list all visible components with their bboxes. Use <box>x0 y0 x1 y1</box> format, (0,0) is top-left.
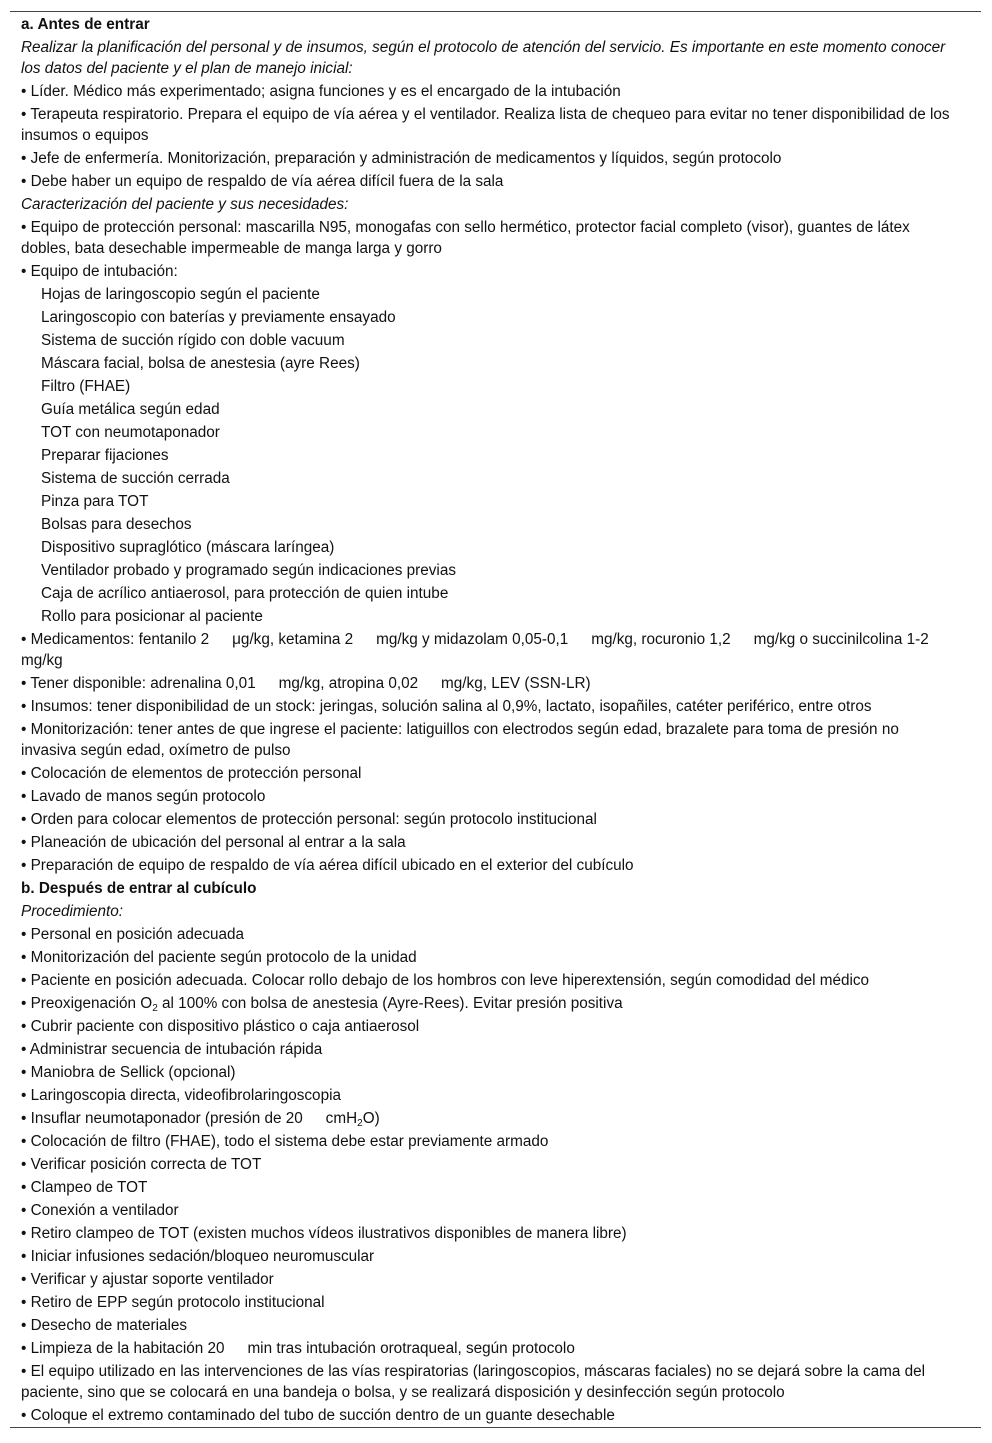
sub-list-item: Bolsas para desechos <box>41 516 192 533</box>
sub-list-item: TOT con neumotaponador <box>41 424 220 441</box>
list-item: • Conexión a ventilador <box>21 1202 179 1219</box>
cuff-text-a: • Insuflar neumotaponador (presión de 20 cmH <box>21 1110 358 1127</box>
characterization-label: Caracterización del paciente y sus necesidades: <box>21 196 349 213</box>
sub-list-item: Ventilador probado y programado según indicaciones previas <box>41 562 456 579</box>
list-item: • Iniciar infusiones sedación/bloqueo neuromuscular <box>21 1248 375 1265</box>
list-item: • Administrar secuencia de intubación rápida <box>21 1041 323 1058</box>
list-item: • Planeación de ubicación del personal al entrar a la sala <box>21 834 406 851</box>
cuff-subscript: 2 <box>357 1118 363 1129</box>
list-item: • Terapeuta respiratorio. Prepara el equipo de vía aérea y el ventilador. Realiza lista de chequeo para evitar no tener disponibilidad de los insumos o equipos <box>21 106 950 144</box>
list-item: • Lavado de manos según protocolo <box>21 788 266 805</box>
sub-list-item: Filtro (FHAE) <box>41 378 131 395</box>
list-item-preoxygenation <box>10 992 981 1015</box>
preox-text-b: al 100% con bolsa de anestesia (Ayre-Rees). Evitar presión positiva <box>157 995 623 1012</box>
list-item: • Retiro de EPP según protocolo institucional <box>21 1294 325 1311</box>
section-a-heading: a. Antes de entrar <box>21 16 150 33</box>
list-item: • Verificar posición correcta de TOT <box>21 1156 262 1173</box>
list-item: • Personal en posición adecuada <box>21 926 245 943</box>
list-item: • Colocación de filtro (FHAE), todo el sistema debe estar previamente armado <box>21 1133 549 1150</box>
preox-subscript: 2 <box>152 1003 158 1014</box>
list-item: • Coloque el extremo contaminado del tubo de succión dentro de un guante desechable <box>21 1407 615 1424</box>
list-item: • Monitorización: tener antes de que ingrese el paciente: latiguillos con electrodos según edad, brazalete para toma de presión no invasiva según edad, oxímetro de pulso <box>21 721 899 759</box>
list-item: • El equipo utilizado en las intervenciones de las vías respiratorias (laringoscopios, máscaras faciales) no se dejará sobre la cama del paciente, sino que se colocará en una bandeja o bolsa, y se realizará disposición y desinfección según protocolo <box>21 1363 926 1401</box>
list-item: • Preparación de equipo de respaldo de vía aérea difícil ubicado en el exterior del cubículo <box>21 857 634 874</box>
list-item: • Líder. Médico más experimentado; asigna funciones y es el encargado de la intubación <box>21 83 621 100</box>
sub-list-item: Sistema de succión rígido con doble vacuum <box>41 332 345 349</box>
list-item: • Equipo de protección personal: mascarilla N95, monogafas con sello hermético, protector facial completo (visor), guantes de látex dobles, bata desechable impermeable de manga larga y gorro <box>21 219 910 257</box>
sub-list-item: Hojas de laringoscopio según el paciente <box>41 286 320 303</box>
list-item: • Clampeo de TOT <box>21 1179 148 1196</box>
list-item: • Cubrir paciente con dispositivo plástico o caja antiaerosol <box>21 1018 420 1035</box>
list-item: • Colocación de elementos de protección personal <box>21 765 362 782</box>
sub-list-item: Guía metálica según edad <box>41 401 220 418</box>
preox-text-a: • Preoxigenación O <box>21 995 153 1012</box>
sub-list-item: Laringoscopio con baterías y previamente ensayado <box>41 309 396 326</box>
list-item: • Jefe de enfermería. Monitorización, preparación y administración de medicamentos y líquidos, según protocolo <box>21 150 782 167</box>
list-item: • Limpieza de la habitación 20 min tras intubación orotraqueal, según protocolo <box>21 1340 575 1357</box>
section-a-intro: Realizar la planificación del personal y de insumos, según el protocolo de atención del servicio. Es importante en este momento conocer los datos del paciente y el plan de manejo inicial: <box>21 39 946 77</box>
list-item: • Monitorización del paciente según protocolo de la unidad <box>21 949 417 966</box>
sub-list-item: Rollo para posicionar al paciente <box>41 608 263 625</box>
list-item: • Equipo de intubación: <box>21 263 178 280</box>
list-item: • Orden para colocar elementos de protección personal: según protocolo institucional <box>21 811 597 828</box>
list-item: • Retiro clampeo de TOT (existen muchos vídeos ilustrativos disponibles de manera libre) <box>21 1225 627 1242</box>
list-item: • Laringoscopia directa, videofibrolaringoscopia <box>21 1087 341 1104</box>
sub-list-item: Pinza para TOT <box>41 493 149 510</box>
cuff-text-b: O) <box>362 1110 380 1127</box>
sub-list-item: Caja de acrílico antiaerosol, para protección de quien intube <box>41 585 449 602</box>
list-item: • Paciente en posición adecuada. Colocar rollo debajo de los hombros con leve hiperextensión, según comodidad del médico <box>21 972 870 989</box>
sub-list-item: Dispositivo supraglótico (máscara laríngea) <box>41 539 335 556</box>
sub-list-item: Máscara facial, bolsa de anestesia (ayre Rees) <box>41 355 360 372</box>
list-item: • Tener disponible: adrenalina 0,01 mg/kg, atropina 0,02 mg/kg, LEV (SSN-LR) <box>21 675 591 692</box>
sub-list-item: Preparar fijaciones <box>41 447 169 464</box>
list-item-cuff <box>10 1107 981 1130</box>
list-item: • Insumos: tener disponibilidad de un stock: jeringas, solución salina al 0,9%, lactato, isopañiles, catéter periférico, entre otros <box>21 698 872 715</box>
list-item: • Maniobra de Sellick (opcional) <box>21 1064 236 1081</box>
sub-list-item: Sistema de succión cerrada <box>41 470 230 487</box>
list-item: • Verificar y ajustar soporte ventilador <box>21 1271 274 1288</box>
section-b-heading: b. Después de entrar al cubículo <box>21 880 257 897</box>
list-item: • Medicamentos: fentanilo 2 μg/kg, ketamina 2 mg/kg y midazolam 0,05-0,1 mg/kg, rocuronio 1,2 mg/kg o succinilcolina 1-2 mg/kg <box>21 631 952 669</box>
list-item: • Debe haber un equipo de respaldo de vía aérea difícil fuera de la sala <box>21 173 504 190</box>
procedure-label: Procedimiento: <box>21 903 124 920</box>
list-item: • Desecho de materiales <box>21 1317 188 1334</box>
protocol-table <box>10 11 981 1428</box>
